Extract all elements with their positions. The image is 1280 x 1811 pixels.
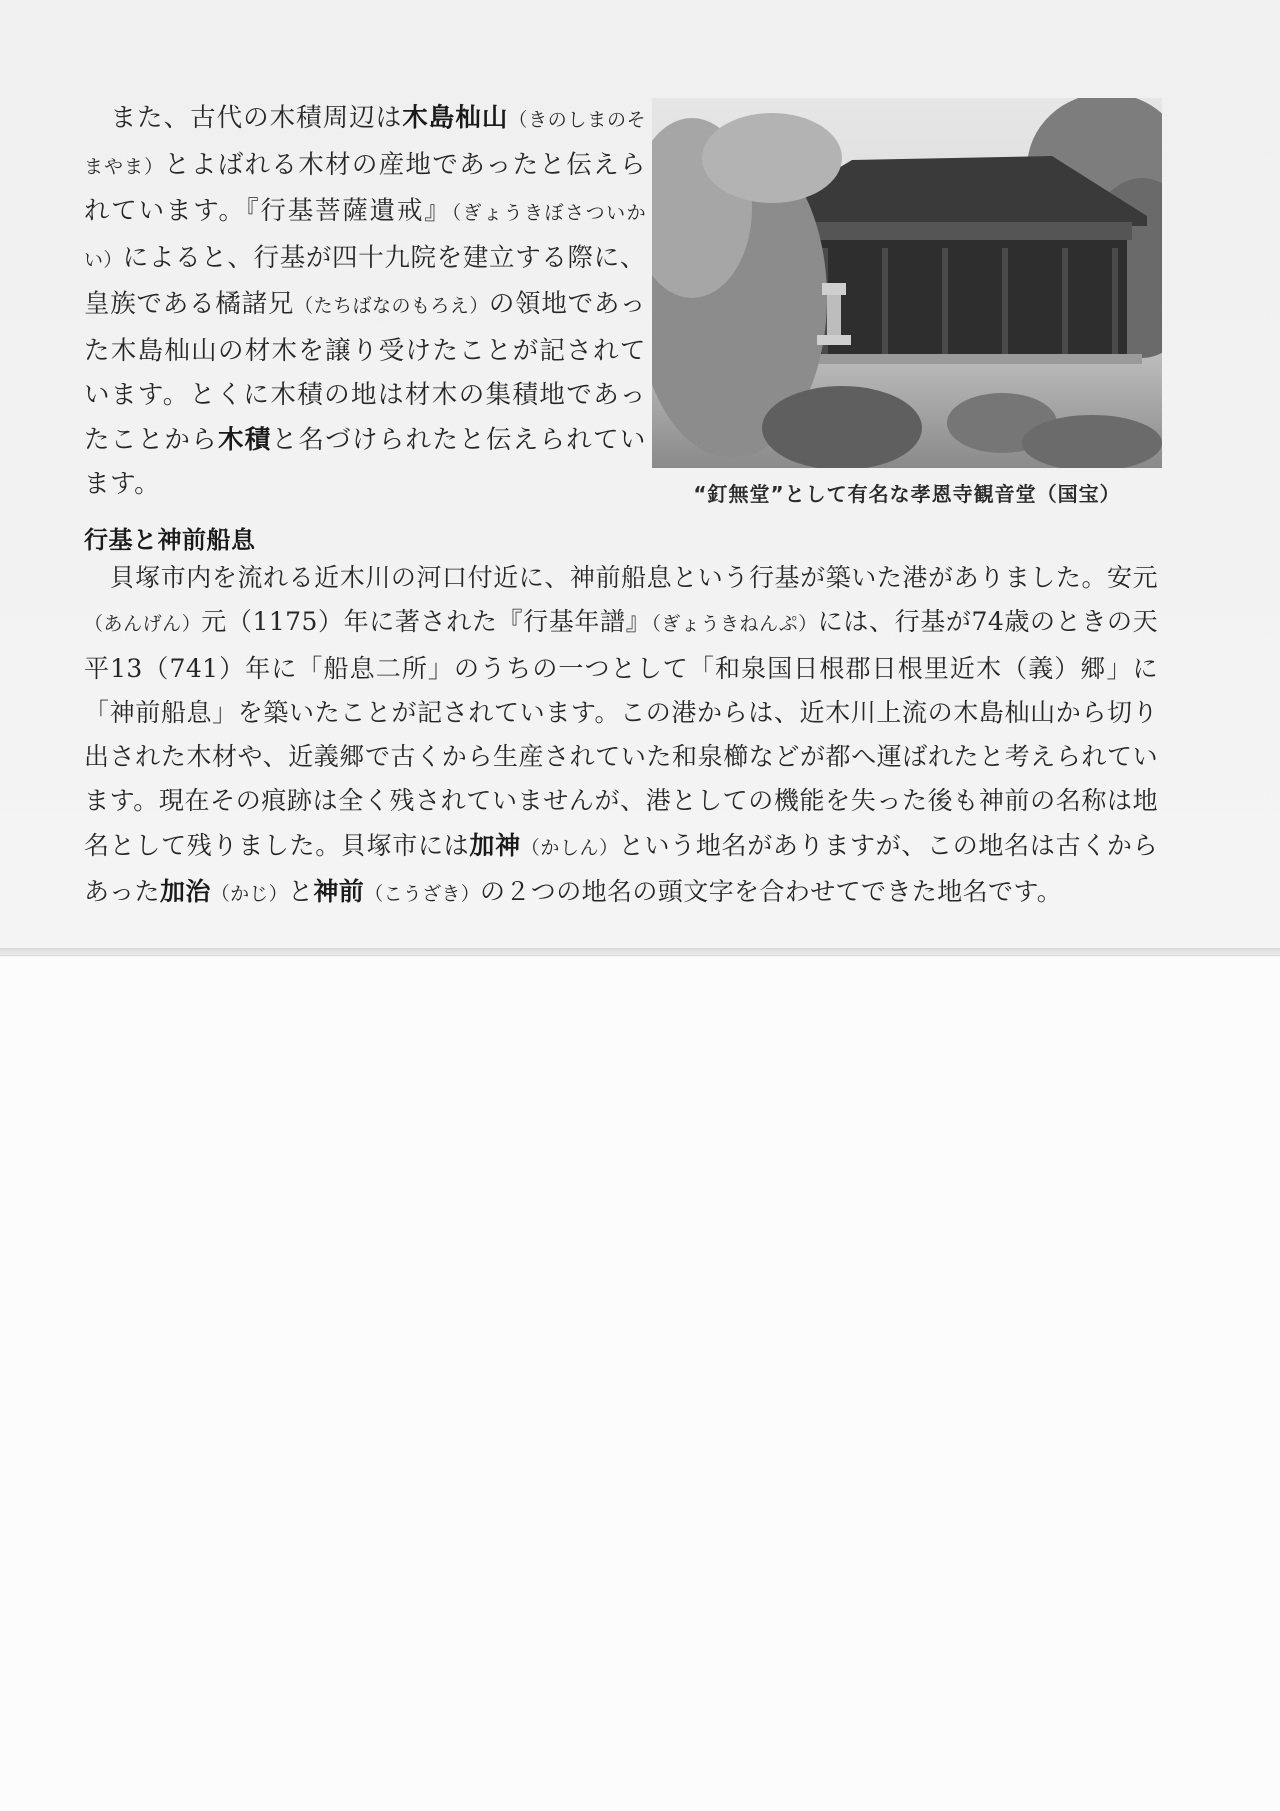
- intro-bold-kotsumi: 木積: [217, 424, 272, 455]
- intro-bold-kinoshima: 木島杣山: [402, 103, 509, 133]
- intro-text-4: の領地であった木島杣山の材木を譲り受けたことが記されています。とくに木積の地は材木の集積地であったことから: [84, 289, 646, 455]
- paper-edge: [0, 948, 1280, 958]
- intro-text-3: によると、行基が四十九院を建立する際に、皇族である橘諸兄: [84, 242, 646, 319]
- intro-text-1: また、古代の木積周辺は: [110, 103, 403, 133]
- section-bold-kaji: 加治: [159, 877, 211, 907]
- temple-photo-image: [652, 98, 1162, 468]
- section-heading: 行基と神前船息: [84, 526, 256, 554]
- intro-text-2: とよばれる木材の産地であったと伝えられています。『行基菩薩遺戒』: [84, 149, 647, 226]
- intro-ruby-2: （ぎょうきぼさついかい）: [84, 202, 646, 271]
- section-text-5: と: [287, 877, 314, 907]
- section-text-1: 貝塚市内を流れる近木川の河口付近に、神前船息という行基が築いた港がありました。安元: [109, 563, 1158, 592]
- section-bold-kashin: 加神: [469, 830, 521, 860]
- section-ruby-1: （あんげん）: [84, 613, 202, 636]
- section-text-2: 元（1175）年に著された『行基年譜』: [201, 607, 652, 637]
- intro-paragraph: [84, 96, 646, 507]
- section-bold-kouzaki: 神前: [313, 877, 365, 907]
- temple-photo: [652, 98, 1162, 468]
- photo-caption: “釘無堂”として有名な孝恩寺観音堂（国宝）: [693, 482, 1121, 506]
- section-text-4: という地名がありますが、この地名は古くからあった: [84, 830, 1158, 907]
- section-text-6: の２つの地名の頭文字を合わせてできた地名です。: [480, 877, 1063, 907]
- section-ruby-5: （こうざき）: [364, 883, 480, 906]
- section-ruby-4: （かじ）: [210, 883, 288, 906]
- section-text-3: には、行基が74歳のときの天平13（741）年に「船息二所」のうちの一つとして「和泉国日根郡日根里近木（義）郷」に「神前船息」を築いたことが記されています。この港からは、近木川上流の木島杣山から切り出された木材や、近義郷で古くから生産されていた和泉櫛などが都へ運ばれたと考えられています。現在その痕跡は全く残されていませんが、港としての機能を失った後も神前の名称は地名として残りました。貝塚市には: [84, 607, 1158, 860]
- intro-text-5: と名づけられたと伝えられています。: [84, 424, 646, 499]
- section-paragraph: [84, 556, 1158, 916]
- section-ruby-3: （かしん）: [520, 836, 619, 859]
- section-ruby-2: （ぎょうきねんぷ）: [651, 613, 818, 636]
- intro-ruby-3: （たちばなのもろえ）: [294, 295, 489, 317]
- intro-ruby-1: （きのしまのそまやま）: [84, 109, 646, 178]
